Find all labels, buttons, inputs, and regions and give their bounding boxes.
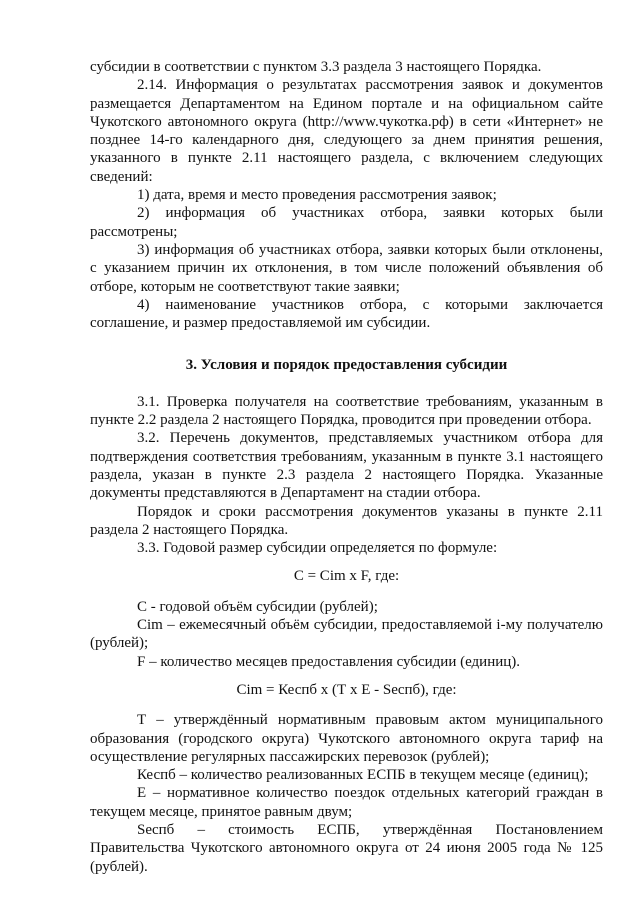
paragraph-3-1: 3.1. Проверка получателя на соответствие требованиям, указанным в пункте 2.2 раздела 2 настоящего Порядка, проводится при проведении отбора. [90, 393, 603, 429]
document-page [90, 58, 603, 876]
paragraph-2-14: 2.14. Информация о результатах рассмотрения заявок и документов размещается Департаментом на Едином портале и на официальном сайте Чукотского автономного округа (http://www.чукотка.рф) в сети «Интернет» не позднее 14-го календарного дня, следующего за днем принятия решения, указанного в пункте 2.11 настоящего раздела, с включением следующих сведений: [90, 77, 603, 185]
section-heading: 3. Условия и порядок предоставления субсидии [185, 357, 508, 374]
formula-2-term: Secпб – стоимость ЕСПБ, утверждённая Постановлением Правительства Чукотского автономного округа от 24 июня 2005 года № 125 (рублей). [90, 821, 603, 875]
formula-2-term: Е – нормативное количество поездок отдельных категорий граждан в текущем месяце, принятое равным двум; [90, 785, 603, 820]
formula-1-term: С - годовой объём субсидии (рублей); [137, 598, 378, 615]
paragraph-continuation: субсидии в соответствии с пунктом 3.3 раздела 3 настоящего Порядка. [90, 59, 542, 75]
formula-2-term: Т – утверждённый нормативным правовым актом муниципального образования (городского округа) Чукотского автономного округа тариф на осуществление регулярных пассажирских перевозок (рублей); [90, 712, 603, 765]
list-item-4: 4) наименование участников отбора, с которыми заключается соглашение, и размер предоставляемой им субсидии. [90, 296, 603, 332]
list-item-2: 2) информация об участниках отбора, заявки которых были рассмотрены; [90, 205, 603, 240]
list-item-1: 1) дата, время и место проведения рассмотрения заявок; [137, 187, 497, 204]
formula-monthly-subsidy: Cim = Кеспб х (Т х Е - Secпб), где: [236, 681, 457, 698]
paragraph-3-3: 3.3. Годовой размер субсидии определяется по формуле: [137, 540, 498, 557]
formula-2-term: Кеспб – количество реализованных ЕСПБ в текущем месяце (единиц); [137, 767, 589, 784]
formula-1-term: Cim – ежемесячный объём субсидии, предоставляемой i-му получателю (рублей); [90, 617, 603, 652]
formula-1-term: F – количество месяцев предоставления субсидии (единиц). [137, 653, 521, 670]
paragraph-procedure: Порядок и сроки рассмотрения документов указаны в пункте 2.11 раздела 2 настоящего Порядка. [90, 503, 603, 538]
list-item-3: 3) информация об участниках отбора, заявки которых были отклонены, с указанием причин их отклонения, в том числе положений объявления об отборе, которым не соответствуют такие заявки; [90, 241, 603, 295]
paragraph-3-2: 3.2. Перечень документов, представляемых участником отбора для подтверждения соответствия требованиям, указанным в пункте 3.1 настоящего раздела, указан в пункте 2.3 раздела 2 настоящего Порядка. Указанные документы представляются в Департамент на стадии отбора. [90, 430, 603, 502]
formula-annual-subsidy: С = Cim х F, где: [293, 568, 400, 585]
